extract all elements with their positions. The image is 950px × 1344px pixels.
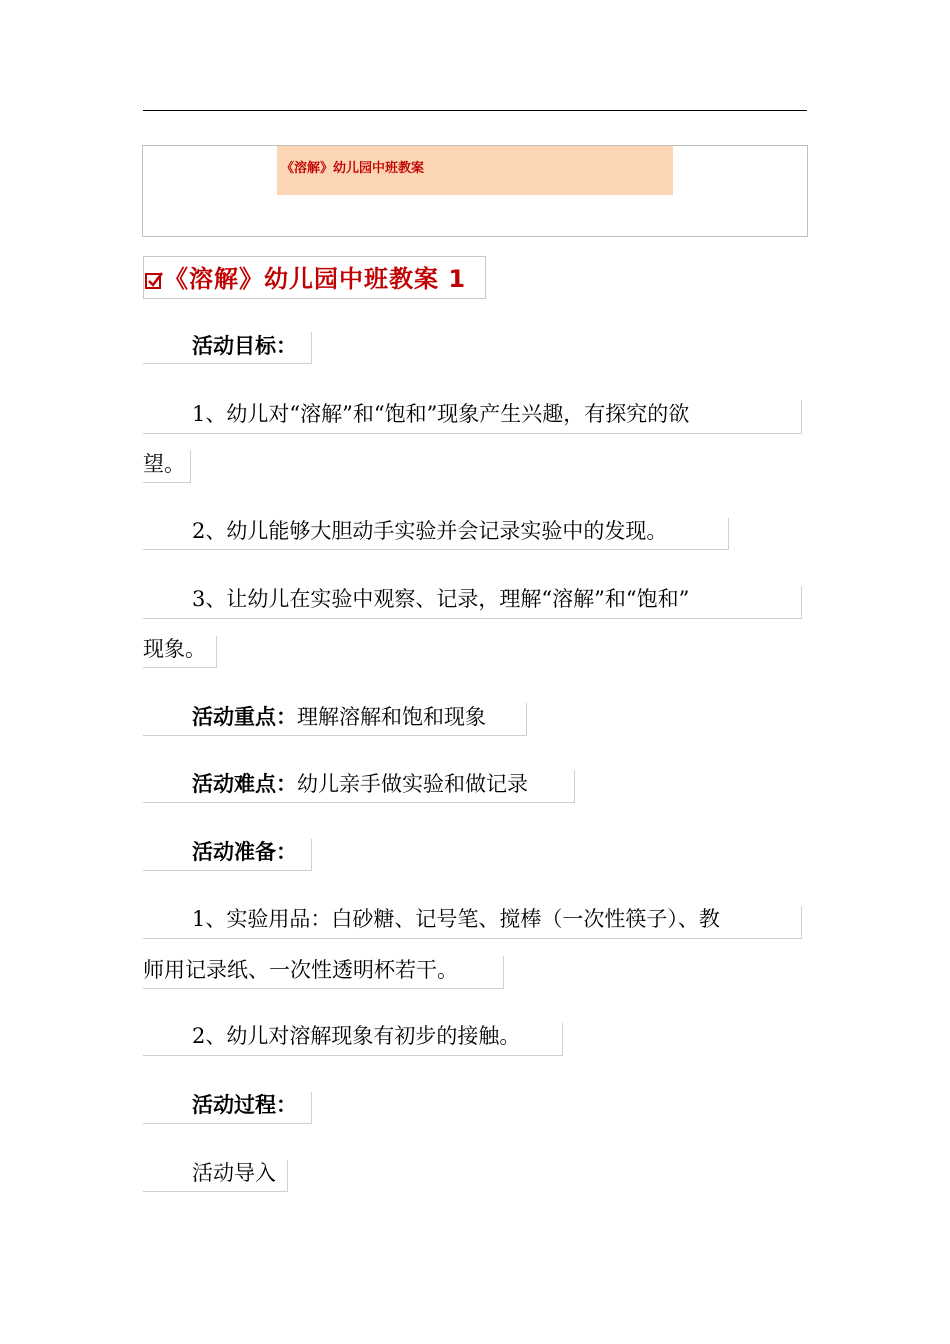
key-point-text: 理解溶解和饱和现象 — [297, 705, 486, 729]
difficulty-label: 活动难点： — [192, 772, 297, 796]
document-title: 《溶解》幼儿园中班教案 1 — [164, 265, 467, 293]
goals-heading: 活动目标： — [192, 334, 297, 358]
prep1-line1: 1、实验用品：白砂糖、记号笔、搅棒（一次性筷子）、教 — [192, 907, 720, 931]
difficulty — [192, 770, 528, 798]
goal3-line2: 现象。 — [143, 637, 206, 661]
goal1-line2: 望。 — [143, 452, 185, 476]
difficulty-text: 幼儿亲手做实验和做记录 — [297, 772, 528, 796]
process-heading: 活动过程： — [192, 1093, 297, 1117]
key-point-label: 活动重点： — [192, 705, 297, 729]
prep2: 2、幼儿对溶解现象有初步的接触。 — [192, 1024, 521, 1048]
prep-heading: 活动准备： — [192, 840, 297, 864]
prep1-line2: 师用记录纸、一次性透明杯若干。 — [143, 958, 458, 982]
top-rule — [143, 110, 807, 111]
header-title: 《溶解》幼儿园中班教案 — [281, 161, 425, 176]
key-point — [192, 703, 486, 731]
intro: 活动导入 — [192, 1161, 276, 1185]
goal1-line1: 1、幼儿对“溶解”和“饱和”现象产生兴趣，有探究的欲 — [192, 402, 690, 426]
checkbox-checked-icon — [145, 272, 163, 290]
goal2: 2、幼儿能够大胆动手实验并会记录实验中的发现。 — [192, 519, 668, 543]
goal3-line1: 3、让幼儿在实验中观察、记录，理解“溶解”和“饱和” — [192, 587, 690, 611]
